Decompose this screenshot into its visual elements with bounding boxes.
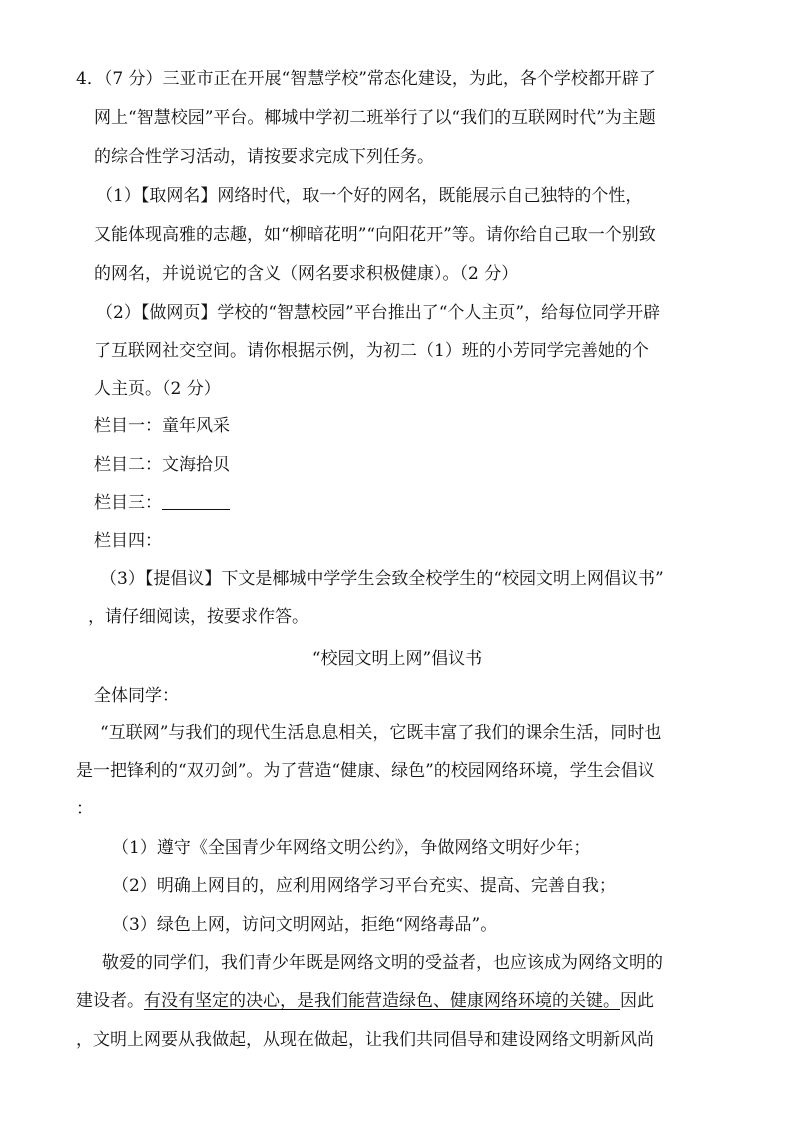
- proposal-title: “校园文明上网”倡议书: [311, 649, 483, 669]
- question-text: （7 分）三亚市正在开展“智慧学校”常态化建设，为此，各个学校都开辟了: [103, 69, 656, 89]
- task2-line-1: （2）【做网页】学校的“智慧校园”平台推出了“个人主页”，给每位同学开辟: [96, 303, 661, 323]
- task1-line-2: 又能体现高雅的志趣，如“柳暗花明”“向阳花开”等。请你给自己取一个别致: [94, 225, 656, 245]
- task2-line-2: 了互联网社交空间。请你根据示例，为初二（1）班的小芳同学完善她的个: [94, 341, 649, 361]
- proposal-para1-line-2: 是一把锋利的“双刃剑”。为了营造“健康、绿色”的校园网络环境，学生会倡议: [76, 761, 655, 781]
- task1-line-3: 的网名，并说说它的含义（网名要求积极健康）。（2 分）: [94, 264, 519, 284]
- closing-line-3: ，文明上网要从我做起，从现在做起，让我们共同倡导和建设网络文明新风尚: [76, 1030, 654, 1050]
- question-line-2: 网上“智慧校园”平台。椰城中学初二班举行了以“我们的互联网时代”为主题: [94, 108, 656, 128]
- closing-line-2: [76, 989, 654, 1013]
- task3-line-1: （3）【提倡议】下文是椰城中学学生会致全校学生的“校园文明上网倡议书”: [100, 569, 664, 589]
- column-1: 栏目一：童年风采: [94, 416, 230, 436]
- column-3: [94, 491, 230, 515]
- column-4: 栏目四：: [94, 531, 162, 551]
- salutation: 全体同学：: [94, 686, 179, 706]
- closing-line-1: 敬爱的同学们，我们青少年既是网络文明的受益者，也应该成为网络文明的: [102, 953, 663, 973]
- task3-line-2: ，请仔细阅读，按要求作答。: [88, 607, 309, 627]
- answer-blank[interactable]: [162, 491, 230, 510]
- question-line-1: [76, 67, 656, 91]
- proposal-item-1: （1）遵守《全国青少年网络文明公约》，争做网络文明好少年；: [112, 838, 591, 858]
- closing-line-2-post: 因此: [620, 991, 654, 1011]
- question-line-3: 的综合性学习活动，请按要求完成下列任务。: [94, 147, 434, 167]
- question-number: 4．: [76, 69, 104, 89]
- task1-line-1: （1）【取网名】网络时代，取一个好的网名，既能展示自己独特的个性，: [96, 186, 643, 206]
- proposal-item-2: （2）明确上网目的，应利用网络学习平台充实、提高、完善自我；: [112, 876, 616, 896]
- proposal-item-3: （3）绿色上网，访问文明网站，拒绝“网络毒品”。: [112, 915, 498, 935]
- task2-line-3: 人主页。（2 分）: [94, 379, 221, 399]
- proposal-para1-line-3: ：: [76, 799, 93, 819]
- column-3-label: 栏目三：: [94, 493, 162, 513]
- proposal-para1-line-1: “互联网”与我们的现代生活息息相关，它既丰富了我们的课余生活，同时也: [100, 723, 662, 743]
- column-2: 栏目二：文海拾贝: [94, 455, 230, 475]
- closing-line-2-pre: 建设者。: [76, 991, 144, 1011]
- underlined-sentence: 有没有坚定的决心，是我们能营造绿色、健康网络环境的关键。: [144, 991, 620, 1011]
